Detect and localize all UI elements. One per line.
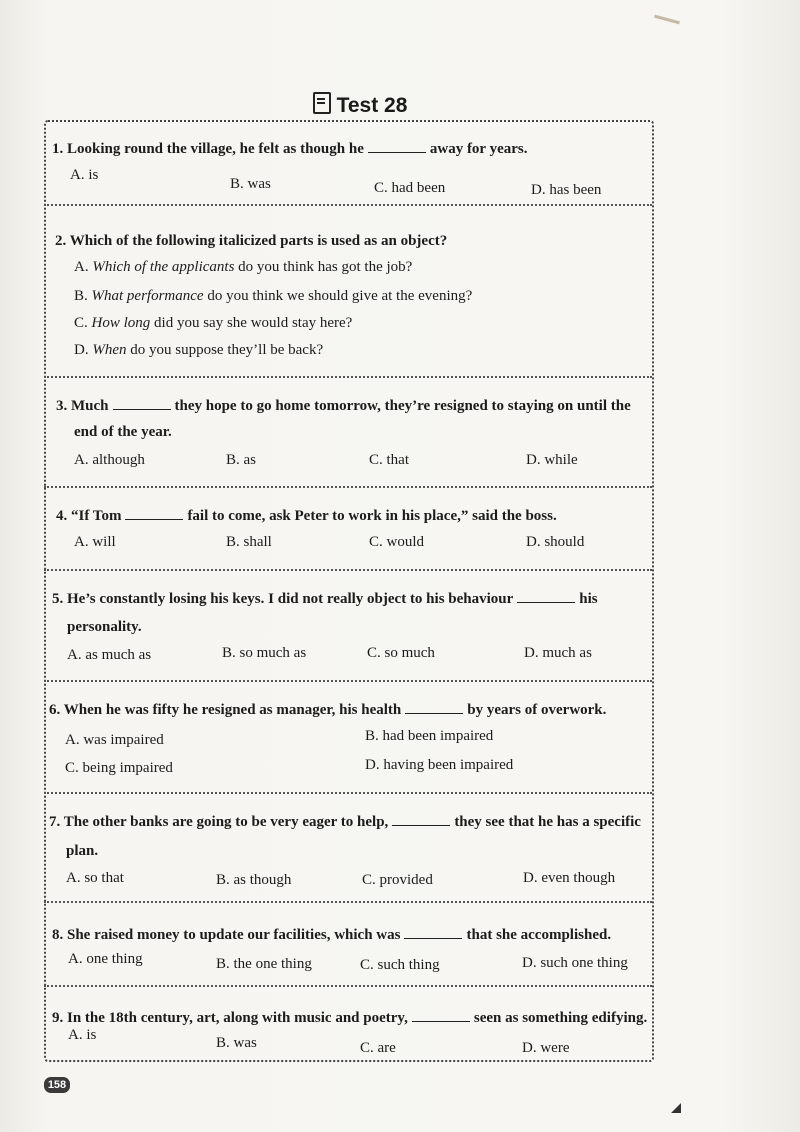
title-text: Test 28 (336, 94, 408, 117)
option-d[interactable]: D. even though (523, 870, 616, 886)
option-text: do you think has got the job? (238, 259, 413, 275)
option-d[interactable]: D. while (526, 452, 578, 468)
italic-part: When (92, 342, 127, 358)
option-c[interactable]: C. would (369, 534, 425, 550)
separator (44, 792, 652, 794)
separator (44, 901, 652, 903)
question-stem-end: seen as something edifying. (473, 1010, 648, 1026)
option-b[interactable]: B. had been impaired (365, 728, 494, 744)
italic-part: What performance (91, 288, 204, 304)
option-label: B. (74, 288, 88, 304)
option-d[interactable]: D. should (526, 534, 585, 550)
question-7 (49, 813, 641, 831)
option-label: A. (74, 259, 89, 275)
option-b[interactable]: B. was (230, 176, 271, 192)
answer-blank[interactable] (125, 507, 183, 520)
option-c[interactable]: C. that (369, 452, 409, 468)
question-stem-end: his (579, 591, 598, 607)
question-stem: 4. “If Tom (56, 508, 122, 524)
option-a[interactable]: A. as much as (67, 647, 152, 663)
option-a[interactable]: A. one thing (68, 951, 143, 967)
question-stem-continued: plan. (66, 843, 99, 859)
option-a[interactable]: A. is (68, 1027, 97, 1043)
question-3 (56, 397, 631, 415)
question-stem: 6. When he was fifty he resigned as manager, his health (49, 702, 402, 718)
question-stem-end: away for years. (429, 141, 528, 157)
question-stem: 5. He’s constantly losing his keys. I did not really object to his behaviour (52, 591, 514, 607)
option-b[interactable]: B. was (216, 1035, 257, 1051)
option-d[interactable]: D. having been impaired (365, 757, 514, 773)
option-a[interactable]: A. will (74, 534, 116, 550)
option-c[interactable]: C. being impaired (65, 760, 173, 776)
option-d[interactable]: D. such one thing (522, 955, 628, 971)
option-text: did you say she would stay here? (154, 315, 353, 331)
question-stem-continued: personality. (67, 619, 142, 635)
question-stem: 2. Which of the following italicized parts is used as an object? (55, 233, 448, 249)
question-5-line-2 (67, 619, 142, 636)
question-stem-end: they see that he has a specific (454, 814, 641, 830)
question-2 (55, 233, 447, 250)
option-text: do you suppose they’ll be back? (130, 342, 324, 358)
answer-blank[interactable] (517, 590, 575, 603)
option-c[interactable]: C. so much (367, 645, 435, 661)
separator (44, 486, 652, 488)
option-a[interactable] (74, 259, 412, 276)
answer-blank[interactable] (404, 926, 462, 939)
option-a[interactable]: A. so that (66, 870, 124, 886)
page-number: 158 (44, 1077, 70, 1093)
question-1 (52, 140, 527, 158)
option-c[interactable]: C. had been (374, 180, 446, 196)
option-label: C. (74, 315, 88, 331)
italic-part: Which of the applicants (92, 259, 235, 275)
option-d[interactable]: D. were (522, 1040, 570, 1056)
option-d[interactable] (74, 342, 323, 359)
question-stem: 1. Looking round the village, he felt as though he (52, 141, 364, 157)
question-8 (52, 926, 611, 944)
page-corner-mark (671, 1103, 681, 1113)
answer-blank[interactable] (368, 140, 426, 153)
answer-blank[interactable] (412, 1009, 470, 1022)
option-label: D. (74, 342, 89, 358)
option-a[interactable]: A. although (74, 452, 145, 468)
option-text: do you think we should give at the evening? (207, 288, 473, 304)
separator (44, 204, 652, 206)
option-b[interactable]: B. so much as (222, 645, 307, 661)
question-5 (52, 590, 598, 608)
option-b[interactable]: B. shall (226, 534, 272, 550)
option-c[interactable] (74, 315, 352, 332)
question-stem: 9. In the 18th century, art, along with music and poetry, (52, 1010, 408, 1026)
question-4 (56, 507, 557, 525)
option-b[interactable] (74, 288, 472, 305)
option-c[interactable]: C. provided (362, 872, 433, 888)
option-b[interactable]: B. as though (216, 872, 292, 888)
option-d[interactable]: D. has been (531, 182, 602, 198)
option-a[interactable]: A. is (70, 167, 99, 183)
question-stem-end: by years of overwork. (467, 702, 607, 718)
separator (44, 680, 652, 682)
question-stem: 7. The other banks are going to be very eager to help, (49, 814, 389, 830)
question-9 (52, 1009, 647, 1027)
document-icon (313, 92, 331, 114)
option-a[interactable]: A. was impaired (65, 732, 164, 748)
separator (44, 985, 652, 987)
answer-blank[interactable] (392, 813, 450, 826)
question-stem-continued: end of the year. (74, 424, 172, 440)
option-c[interactable]: C. such thing (360, 957, 440, 973)
question-7-line-2 (66, 843, 98, 860)
question-stem-end: fail to come, ask Peter to work in his place,” said the boss. (187, 508, 557, 524)
option-c[interactable]: C. are (360, 1040, 396, 1056)
option-b[interactable]: B. as (226, 452, 256, 468)
separator (44, 376, 652, 378)
italic-part: How long (91, 315, 151, 331)
option-b[interactable]: B. the one thing (216, 956, 312, 972)
question-stem-end: that she accomplished. (466, 927, 612, 943)
question-6 (49, 701, 606, 719)
answer-blank[interactable] (405, 701, 463, 714)
separator (44, 569, 652, 571)
answer-blank[interactable] (113, 397, 171, 410)
question-3-line-2 (74, 424, 172, 441)
option-d[interactable]: D. much as (524, 645, 592, 661)
question-stem-end: they hope to go home tomorrow, they’re resigned to staying on until the (174, 398, 631, 414)
question-stem: 8. She raised money to update our facilities, which was (52, 927, 401, 943)
page-title (0, 92, 720, 118)
question-stem: 3. Much (56, 398, 109, 414)
